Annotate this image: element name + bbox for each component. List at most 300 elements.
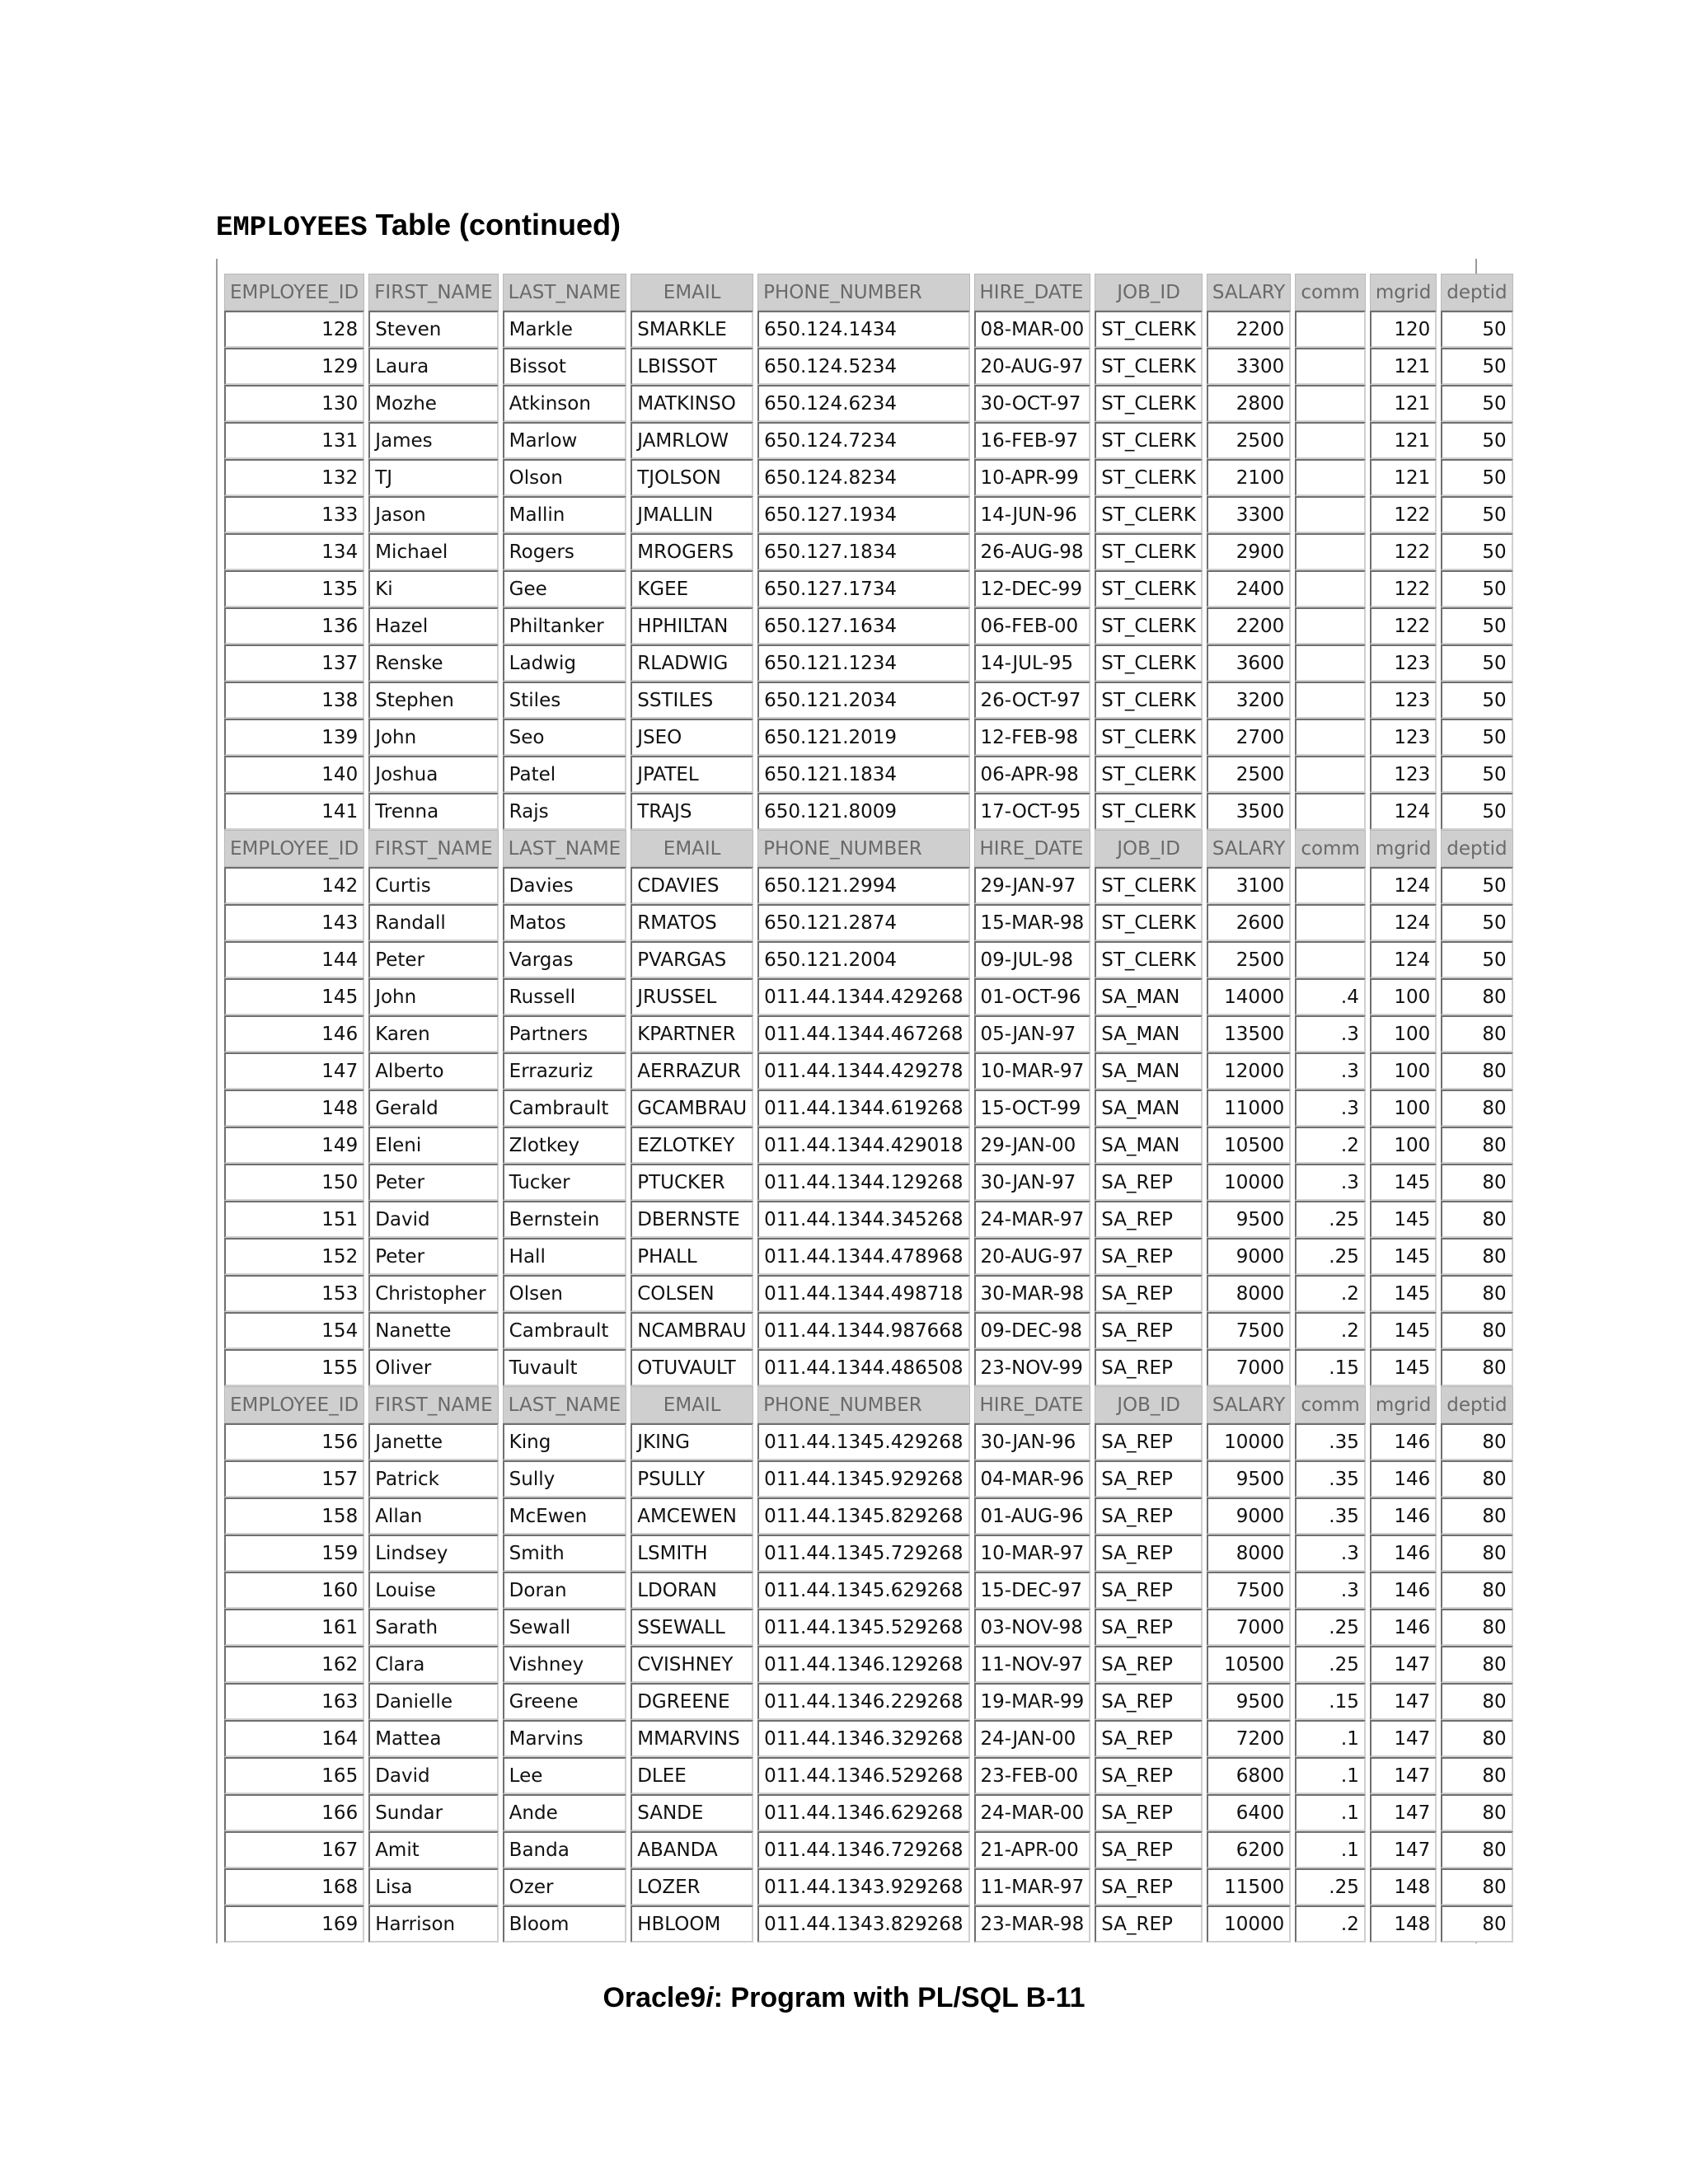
table-cell: 80 xyxy=(1441,1349,1512,1386)
table-cell: ST_CLERK xyxy=(1095,867,1203,904)
table-cell: 011.44.1344.478968 xyxy=(757,1238,969,1275)
table-cell: TJ xyxy=(368,459,498,496)
column-header: EMAIL xyxy=(631,1386,753,1423)
table-cell: Harrison xyxy=(368,1905,498,1943)
table-row xyxy=(224,1015,1513,1052)
table-cell: Russell xyxy=(503,978,627,1015)
table-cell: 17-OCT-95 xyxy=(974,793,1091,830)
table-cell: AMCEWEN xyxy=(631,1497,753,1535)
table-row xyxy=(224,1646,1513,1683)
table-cell: 121 xyxy=(1370,459,1437,496)
table-cell: 01-OCT-96 xyxy=(974,978,1091,1015)
table-cell: .35 xyxy=(1295,1423,1366,1460)
table-cell: .1 xyxy=(1295,1757,1366,1794)
table-cell: 146 xyxy=(1370,1609,1437,1646)
table-cell: Laura xyxy=(368,348,498,385)
table-cell: 145 xyxy=(1370,1349,1437,1386)
table-cell: 2500 xyxy=(1207,422,1291,459)
table-cell: 80 xyxy=(1441,1497,1512,1535)
table-cell: 12000 xyxy=(1207,1052,1291,1090)
table-cell: 650.121.1234 xyxy=(757,644,969,682)
table-cell: 650.127.1634 xyxy=(757,607,969,644)
table-cell: Peter xyxy=(368,941,498,978)
table-cell: 100 xyxy=(1370,1090,1437,1127)
table-cell: 011.44.1344.486508 xyxy=(757,1349,969,1386)
table-cell: 650.124.7234 xyxy=(757,422,969,459)
header-row xyxy=(224,274,1513,311)
table-row xyxy=(224,793,1513,830)
table-cell: 10-MAR-97 xyxy=(974,1052,1091,1090)
table-cell: 7200 xyxy=(1207,1720,1291,1757)
table-cell: ST_CLERK xyxy=(1095,682,1203,719)
table-cell: 29-JAN-00 xyxy=(974,1127,1091,1164)
table-cell: 124 xyxy=(1370,904,1437,941)
table-cell: Bernstein xyxy=(503,1201,627,1238)
table-cell: 8000 xyxy=(1207,1275,1291,1312)
table-cell: .2 xyxy=(1295,1312,1366,1349)
table-cell: 650.124.1434 xyxy=(757,311,969,348)
table-cell: 157 xyxy=(224,1460,364,1497)
table-cell: Renske xyxy=(368,644,498,682)
table-cell: 50 xyxy=(1441,904,1512,941)
table-cell: 9500 xyxy=(1207,1201,1291,1238)
table-cell: 80 xyxy=(1441,1868,1512,1905)
column-header: PHONE_NUMBER xyxy=(757,1386,969,1423)
table-cell: 26-OCT-97 xyxy=(974,682,1091,719)
table-cell: 80 xyxy=(1441,1720,1512,1757)
table-cell: 650.124.5234 xyxy=(757,348,969,385)
table-cell: Atkinson xyxy=(503,385,627,422)
table-cell: King xyxy=(503,1423,627,1460)
table-cell: 80 xyxy=(1441,1609,1512,1646)
table-row xyxy=(224,1868,1513,1905)
table-cell: ST_CLERK xyxy=(1095,570,1203,607)
table-cell: Sarath xyxy=(368,1609,498,1646)
table-cell: Jason xyxy=(368,496,498,533)
table-row xyxy=(224,422,1513,459)
table-cell: SA_MAN xyxy=(1095,1052,1203,1090)
table-cell: 06-FEB-00 xyxy=(974,607,1091,644)
table-cell: Bissot xyxy=(503,348,627,385)
table-cell: Banda xyxy=(503,1831,627,1868)
table-cell: Karen xyxy=(368,1015,498,1052)
table-cell: 3100 xyxy=(1207,867,1291,904)
table-row xyxy=(224,1090,1513,1127)
table-cell: 12-FEB-98 xyxy=(974,719,1091,756)
table-cell: .35 xyxy=(1295,1497,1366,1535)
column-header: deptid xyxy=(1441,1386,1512,1423)
column-header: EMAIL xyxy=(631,830,753,867)
table-cell: 011.44.1345.629268 xyxy=(757,1572,969,1609)
table-cell: 011.44.1345.429268 xyxy=(757,1423,969,1460)
table-cell: 80 xyxy=(1441,1127,1512,1164)
table-cell: 168 xyxy=(224,1868,364,1905)
column-header: LAST_NAME xyxy=(503,274,627,311)
table-row xyxy=(224,867,1513,904)
table-cell: DGREENE xyxy=(631,1683,753,1720)
table-cell: Lisa xyxy=(368,1868,498,1905)
table-cell: MROGERS xyxy=(631,533,753,570)
table-cell: JSEO xyxy=(631,719,753,756)
table-cell: SA_MAN xyxy=(1095,1127,1203,1164)
table-cell: Mattea xyxy=(368,1720,498,1757)
table-row xyxy=(224,1164,1513,1201)
table-cell: .3 xyxy=(1295,1572,1366,1609)
table-cell: 011.44.1344.467268 xyxy=(757,1015,969,1052)
table-cell: Cambrault xyxy=(503,1312,627,1349)
table-cell: 011.44.1345.729268 xyxy=(757,1535,969,1572)
table-cell: 149 xyxy=(224,1127,364,1164)
table-cell: 144 xyxy=(224,941,364,978)
table-cell: 166 xyxy=(224,1794,364,1831)
table-cell: Louise xyxy=(368,1572,498,1609)
column-header: mgrid xyxy=(1370,274,1437,311)
table-cell: ST_CLERK xyxy=(1095,459,1203,496)
table-cell: JMALLIN xyxy=(631,496,753,533)
table-cell: RLADWIG xyxy=(631,644,753,682)
table-cell: 50 xyxy=(1441,348,1512,385)
table-cell: 124 xyxy=(1370,867,1437,904)
table-cell: 011.44.1346.329268 xyxy=(757,1720,969,1757)
table-cell: 011.44.1346.129268 xyxy=(757,1646,969,1683)
table-cell: 650.124.6234 xyxy=(757,385,969,422)
table-cell: Steven xyxy=(368,311,498,348)
table-cell: 2900 xyxy=(1207,533,1291,570)
table-cell: 19-MAR-99 xyxy=(974,1683,1091,1720)
column-header: HIRE_DATE xyxy=(974,1386,1091,1423)
table-cell xyxy=(1295,385,1366,422)
table-cell: Curtis xyxy=(368,867,498,904)
column-header: HIRE_DATE xyxy=(974,274,1091,311)
table-cell: 2100 xyxy=(1207,459,1291,496)
table-cell: LOZER xyxy=(631,1868,753,1905)
table-cell: Eleni xyxy=(368,1127,498,1164)
table-cell: Tuvault xyxy=(503,1349,627,1386)
column-header: LAST_NAME xyxy=(503,830,627,867)
table-cell: Olsen xyxy=(503,1275,627,1312)
table-cell: Mozhe xyxy=(368,385,498,422)
table-cell: 148 xyxy=(1370,1868,1437,1905)
table-cell: 164 xyxy=(224,1720,364,1757)
table-cell: SA_REP xyxy=(1095,1905,1203,1943)
column-header: EMPLOYEE_ID xyxy=(224,274,364,311)
table-cell: Lindsey xyxy=(368,1535,498,1572)
table-cell: James xyxy=(368,422,498,459)
table-cell: 10-MAR-97 xyxy=(974,1535,1091,1572)
column-header: deptid xyxy=(1441,830,1512,867)
table-cell: .1 xyxy=(1295,1794,1366,1831)
table-cell: Rogers xyxy=(503,533,627,570)
table-cell: Janette xyxy=(368,1423,498,1460)
table-cell: 130 xyxy=(224,385,364,422)
table-cell: SA_REP xyxy=(1095,1646,1203,1683)
table-cell: 146 xyxy=(224,1015,364,1052)
table-row xyxy=(224,719,1513,756)
table-cell: 011.44.1346.229268 xyxy=(757,1683,969,1720)
table-cell: HPHILTAN xyxy=(631,607,753,644)
table-row xyxy=(224,570,1513,607)
table-cell: 011.44.1344.987668 xyxy=(757,1312,969,1349)
table-cell: SA_REP xyxy=(1095,1868,1203,1905)
table-cell: 50 xyxy=(1441,682,1512,719)
table-cell: 2800 xyxy=(1207,385,1291,422)
table-cell: SA_REP xyxy=(1095,1609,1203,1646)
employees-table-container xyxy=(216,259,1507,1943)
table-cell: Smith xyxy=(503,1535,627,1572)
column-header: deptid xyxy=(1441,274,1512,311)
column-header: SALARY xyxy=(1207,274,1291,311)
table-cell: .2 xyxy=(1295,1905,1366,1943)
column-header: SALARY xyxy=(1207,830,1291,867)
table-cell: Vargas xyxy=(503,941,627,978)
column-header: EMPLOYEE_ID xyxy=(224,1386,364,1423)
table-cell: Christopher xyxy=(368,1275,498,1312)
table-cell: CDAVIES xyxy=(631,867,753,904)
table-cell: 152 xyxy=(224,1238,364,1275)
table-cell: 142 xyxy=(224,867,364,904)
table-cell: 145 xyxy=(1370,1312,1437,1349)
table-cell: 24-MAR-00 xyxy=(974,1794,1091,1831)
table-cell: DLEE xyxy=(631,1757,753,1794)
table-cell: 80 xyxy=(1441,1052,1512,1090)
table-cell: .3 xyxy=(1295,1090,1366,1127)
table-cell: SA_REP xyxy=(1095,1572,1203,1609)
table-cell: 122 xyxy=(1370,496,1437,533)
table-cell: 23-NOV-99 xyxy=(974,1349,1091,1386)
table-cell: LDORAN xyxy=(631,1572,753,1609)
table-cell: .3 xyxy=(1295,1015,1366,1052)
table-cell: .2 xyxy=(1295,1275,1366,1312)
table-cell: 50 xyxy=(1441,311,1512,348)
table-cell: PHALL xyxy=(631,1238,753,1275)
table-cell: CVISHNEY xyxy=(631,1646,753,1683)
table-cell: SA_REP xyxy=(1095,1831,1203,1868)
table-cell: 650.127.1834 xyxy=(757,533,969,570)
table-cell: ST_CLERK xyxy=(1095,607,1203,644)
table-cell: .1 xyxy=(1295,1720,1366,1757)
table-cell: 80 xyxy=(1441,1201,1512,1238)
table-cell: 011.44.1344.429278 xyxy=(757,1052,969,1090)
table-cell: 10000 xyxy=(1207,1423,1291,1460)
column-header: JOB_ID xyxy=(1095,274,1203,311)
table-cell: 80 xyxy=(1441,1831,1512,1868)
table-row xyxy=(224,1683,1513,1720)
footer-prefix: Oracle9 xyxy=(603,1982,706,2013)
table-cell: ST_CLERK xyxy=(1095,793,1203,830)
table-cell: ST_CLERK xyxy=(1095,756,1203,793)
table-cell: 2200 xyxy=(1207,607,1291,644)
table-row xyxy=(224,1497,1513,1535)
table-cell: 06-APR-98 xyxy=(974,756,1091,793)
table-cell: 124 xyxy=(1370,941,1437,978)
table-cell: 80 xyxy=(1441,1757,1512,1794)
table-cell: 80 xyxy=(1441,1015,1512,1052)
table-row xyxy=(224,1238,1513,1275)
table-cell: JAMRLOW xyxy=(631,422,753,459)
table-cell: SANDE xyxy=(631,1794,753,1831)
table-cell: Partners xyxy=(503,1015,627,1052)
table-cell: Matos xyxy=(503,904,627,941)
table-row xyxy=(224,978,1513,1015)
table-cell: SA_REP xyxy=(1095,1460,1203,1497)
table-cell: 123 xyxy=(1370,644,1437,682)
table-cell: Seo xyxy=(503,719,627,756)
table-cell: 145 xyxy=(1370,1238,1437,1275)
table-cell: HBLOOM xyxy=(631,1905,753,1943)
table-cell: Vishney xyxy=(503,1646,627,1683)
table-cell: AERRAZUR xyxy=(631,1052,753,1090)
page-title xyxy=(216,208,621,244)
table-cell: .3 xyxy=(1295,1535,1366,1572)
table-cell: MATKINSO xyxy=(631,385,753,422)
table-cell xyxy=(1295,459,1366,496)
table-cell: 2200 xyxy=(1207,311,1291,348)
table-cell: 15-OCT-99 xyxy=(974,1090,1091,1127)
table-cell: 80 xyxy=(1441,1794,1512,1831)
table-cell: 3600 xyxy=(1207,644,1291,682)
table-cell: EZLOTKEY xyxy=(631,1127,753,1164)
table-cell: 650.124.8234 xyxy=(757,459,969,496)
table-cell: 3300 xyxy=(1207,348,1291,385)
table-cell xyxy=(1295,607,1366,644)
table-cell: PSULLY xyxy=(631,1460,753,1497)
table-cell: 10-APR-99 xyxy=(974,459,1091,496)
table-cell: 29-JAN-97 xyxy=(974,867,1091,904)
table-cell: 122 xyxy=(1370,570,1437,607)
table-cell: 147 xyxy=(1370,1720,1437,1757)
table-cell: 24-MAR-97 xyxy=(974,1201,1091,1238)
table-cell: Philtanker xyxy=(503,607,627,644)
table-row xyxy=(224,1460,1513,1497)
table-cell: PVARGAS xyxy=(631,941,753,978)
table-cell: Michael xyxy=(368,533,498,570)
table-cell: Oliver xyxy=(368,1349,498,1386)
table-cell: 50 xyxy=(1441,719,1512,756)
table-cell: SA_REP xyxy=(1095,1497,1203,1535)
table-cell: 23-MAR-98 xyxy=(974,1905,1091,1943)
table-cell: 2400 xyxy=(1207,570,1291,607)
table-cell: Randall xyxy=(368,904,498,941)
table-cell: 100 xyxy=(1370,1127,1437,1164)
table-cell xyxy=(1295,570,1366,607)
table-cell: NCAMBRAU xyxy=(631,1312,753,1349)
table-cell: 100 xyxy=(1370,978,1437,1015)
table-cell: PTUCKER xyxy=(631,1164,753,1201)
table-cell: 03-NOV-98 xyxy=(974,1609,1091,1646)
table-cell: Doran xyxy=(503,1572,627,1609)
table-cell: 160 xyxy=(224,1572,364,1609)
column-header: mgrid xyxy=(1370,830,1437,867)
table-cell: Ladwig xyxy=(503,644,627,682)
table-cell: 30-OCT-97 xyxy=(974,385,1091,422)
table-cell: 011.44.1344.429268 xyxy=(757,978,969,1015)
column-header: comm xyxy=(1295,1386,1366,1423)
footer-italic: i xyxy=(706,1982,714,2013)
table-cell: 50 xyxy=(1441,533,1512,570)
table-cell: 10500 xyxy=(1207,1127,1291,1164)
table-cell: 011.44.1343.829268 xyxy=(757,1905,969,1943)
table-cell: 9500 xyxy=(1207,1460,1291,1497)
column-header: JOB_ID xyxy=(1095,830,1203,867)
table-cell: 147 xyxy=(1370,1794,1437,1831)
table-cell: .15 xyxy=(1295,1349,1366,1386)
table-cell: .25 xyxy=(1295,1646,1366,1683)
table-cell: 011.44.1343.929268 xyxy=(757,1868,969,1905)
table-cell: SA_REP xyxy=(1095,1423,1203,1460)
table-cell: .25 xyxy=(1295,1201,1366,1238)
table-cell: 80 xyxy=(1441,1535,1512,1572)
table-cell: 8000 xyxy=(1207,1535,1291,1572)
table-cell: 650.127.1934 xyxy=(757,496,969,533)
table-cell: 146 xyxy=(1370,1423,1437,1460)
table-cell: Peter xyxy=(368,1238,498,1275)
table-cell: 146 xyxy=(1370,1497,1437,1535)
table-cell: Danielle xyxy=(368,1683,498,1720)
table-cell: SA_MAN xyxy=(1095,1090,1203,1127)
table-cell: 131 xyxy=(224,422,364,459)
table-cell: JPATEL xyxy=(631,756,753,793)
table-cell: 650.121.2034 xyxy=(757,682,969,719)
table-row xyxy=(224,1423,1513,1460)
table-cell: 11-NOV-97 xyxy=(974,1646,1091,1683)
table-row xyxy=(224,533,1513,570)
table-cell: ST_CLERK xyxy=(1095,496,1203,533)
table-cell: 11500 xyxy=(1207,1868,1291,1905)
table-cell: ABANDA xyxy=(631,1831,753,1868)
employees-table xyxy=(220,274,1517,1943)
table-cell: 50 xyxy=(1441,459,1512,496)
table-cell: 9500 xyxy=(1207,1683,1291,1720)
table-cell: 80 xyxy=(1441,1275,1512,1312)
table-cell: Tucker xyxy=(503,1164,627,1201)
table-cell: SA_MAN xyxy=(1095,978,1203,1015)
column-header: EMPLOYEE_ID xyxy=(224,830,364,867)
table-row xyxy=(224,1794,1513,1831)
table-cell: .3 xyxy=(1295,1164,1366,1201)
table-cell: 14000 xyxy=(1207,978,1291,1015)
table-cell: SA_REP xyxy=(1095,1349,1203,1386)
table-cell: 135 xyxy=(224,570,364,607)
table-cell: 120 xyxy=(1370,311,1437,348)
table-cell: COLSEN xyxy=(631,1275,753,1312)
table-cell: Hazel xyxy=(368,607,498,644)
table-cell: Hall xyxy=(503,1238,627,1275)
table-cell: ST_CLERK xyxy=(1095,385,1203,422)
table-row xyxy=(224,1720,1513,1757)
table-cell: Davies xyxy=(503,867,627,904)
table-cell: 50 xyxy=(1441,385,1512,422)
table-cell: 169 xyxy=(224,1905,364,1943)
table-cell: 147 xyxy=(1370,1646,1437,1683)
table-cell: Marvins xyxy=(503,1720,627,1757)
table-cell: 6200 xyxy=(1207,1831,1291,1868)
table-cell: 6400 xyxy=(1207,1794,1291,1831)
table-cell: .25 xyxy=(1295,1238,1366,1275)
table-row xyxy=(224,385,1513,422)
table-cell xyxy=(1295,496,1366,533)
table-cell: 2500 xyxy=(1207,941,1291,978)
table-cell: 147 xyxy=(1370,1683,1437,1720)
table-cell: 13500 xyxy=(1207,1015,1291,1052)
table-cell: 15-DEC-97 xyxy=(974,1572,1091,1609)
table-cell: 80 xyxy=(1441,1460,1512,1497)
table-cell: 145 xyxy=(1370,1201,1437,1238)
table-cell: 80 xyxy=(1441,1572,1512,1609)
title-suffix: Table (continued) xyxy=(367,208,621,241)
table-cell: 2500 xyxy=(1207,756,1291,793)
table-cell: 153 xyxy=(224,1275,364,1312)
table-cell: Nanette xyxy=(368,1312,498,1349)
